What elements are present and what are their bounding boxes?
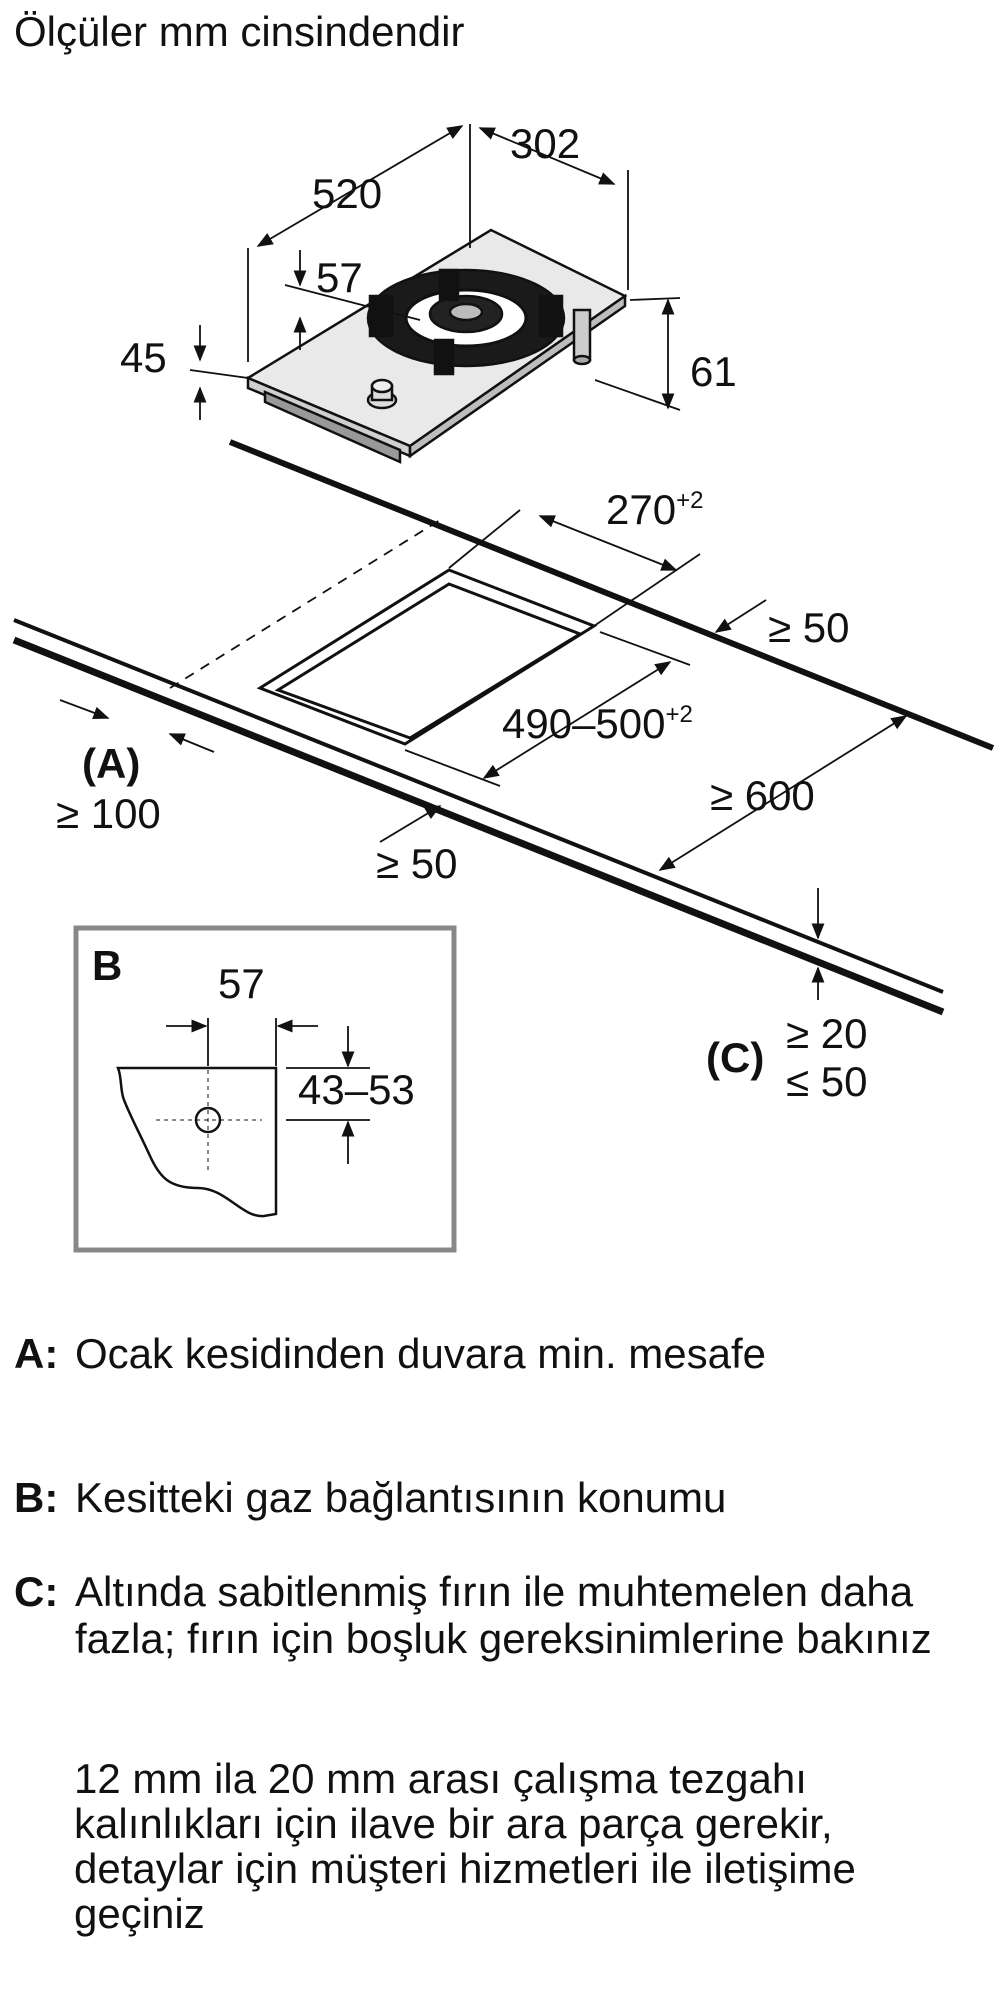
- gas-connector-icon: [574, 310, 590, 364]
- detail-b-label: B: [92, 942, 123, 989]
- legend-item-c: [14, 1568, 984, 1662]
- dim-worktop-depth: ≥ 600: [710, 772, 815, 819]
- dim-wall-distance: ≥ 100: [56, 790, 161, 837]
- dim-top-thickness-45: 45: [120, 334, 167, 381]
- legend-key: B:: [14, 1474, 59, 1521]
- legend-key: C:: [14, 1568, 59, 1615]
- control-knob-icon: [368, 380, 396, 408]
- label-c: (C): [706, 1034, 765, 1081]
- legend-text: Ocak kesidinden duvara min. mesafe: [75, 1330, 767, 1377]
- dim-depth-520: 520: [312, 170, 383, 217]
- dim-worktop-max: ≤ 50: [786, 1058, 868, 1105]
- dim-cutout-width: $270^{+2}$: [606, 486, 704, 533]
- legend-key: A:: [14, 1330, 59, 1377]
- legend-text: Altında sabitlenmiş fırın ile muhtemelen daha fazla; fırın için boşluk gereksinimlerine bakınız: [75, 1568, 932, 1662]
- dim-width-302: 302: [510, 120, 581, 167]
- dim-rear-clearance: ≥ 50: [768, 604, 850, 651]
- legend-text: Kesitteki gaz bağlantısının konumu: [75, 1474, 727, 1521]
- detail-b-offset: 57: [218, 960, 265, 1007]
- dim-worktop-min: ≥ 20: [786, 1010, 868, 1057]
- dim-body-height-61: 61: [690, 348, 737, 395]
- dim-front-clearance: ≥ 50: [376, 840, 458, 887]
- detail-b-height: 43–53: [298, 1066, 415, 1113]
- legend-item-a: [14, 1330, 984, 1377]
- page-title: Ölçüler mm cinsindendir: [14, 8, 465, 55]
- gas-hob-appliance: [248, 230, 625, 462]
- dim-burner-height-57: 57: [316, 254, 363, 301]
- legend-item-b: [14, 1474, 984, 1521]
- label-a: (A): [82, 740, 141, 787]
- dim-cutout-depth: $490-500^{+2}$: [502, 700, 693, 747]
- worktop-note: 12 mm ila 20 mm arası çalışma tezgahı kalınlıkları için ilave bir ara parça gerekir, detaylar için müşteri hizmetleri ile iletişime geçiniz: [74, 1755, 856, 1937]
- detail-b-box: [76, 928, 454, 1250]
